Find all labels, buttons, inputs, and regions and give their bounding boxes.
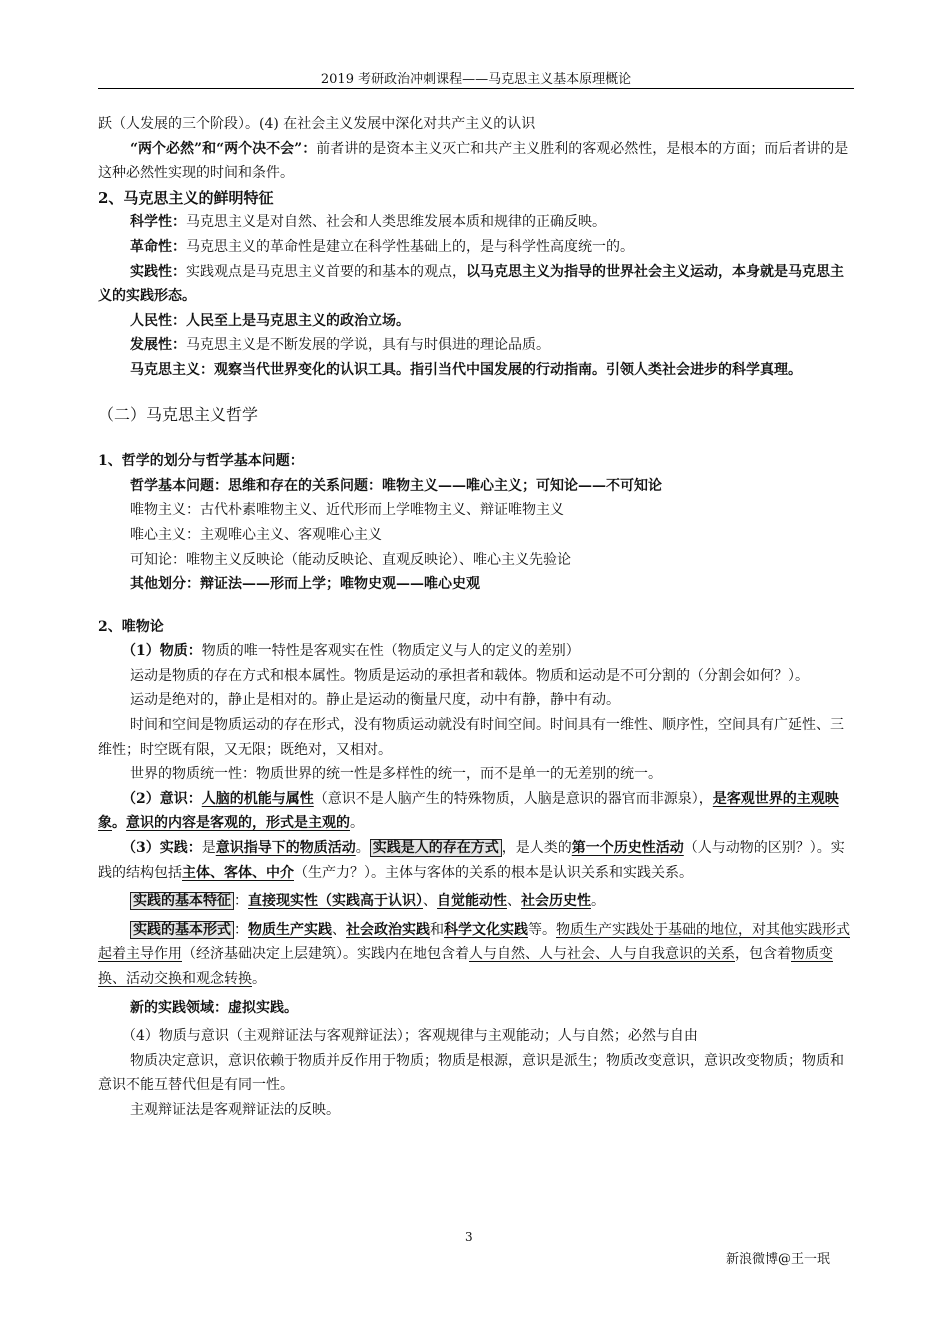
- new-practice-field: 新的实践领域：虚拟实践。: [130, 999, 298, 1016]
- consciousness: [98, 787, 854, 836]
- materialism: 唯物主义：古代朴素唯物主义、近代形而上学唯物主义、辩证唯物主义: [130, 502, 564, 519]
- text: 人民至上是马克思主义的政治立场。: [186, 312, 410, 329]
- paragraph-two-necessities: [98, 137, 854, 186]
- paragraph: 运动是物质的存在方式和根本属性。物质是运动的承担者和载体。物质和运动是不可分割的（分割会如何？）。: [130, 667, 809, 684]
- text: 是: [201, 840, 216, 857]
- text: 。: [591, 893, 605, 910]
- header-rule: [98, 88, 854, 89]
- text: 。: [112, 815, 126, 832]
- subsection-heading: 1、哲学的划分与哲学基本问题：: [98, 453, 304, 470]
- paragraph: 物质决定意识，意识依赖于物质并反作用于物质；物质是根源，意识是派生；物质改变意识，意识改变物质；物质和意识不能互替代但是有同一性。: [98, 1052, 844, 1094]
- feature-developmental: [98, 333, 854, 358]
- underlined: 自觉能动性: [437, 893, 507, 910]
- section-title: （二）马克思主义哲学: [98, 404, 259, 424]
- underlined: 物质变换、活动交换和观念转换: [98, 946, 833, 987]
- underlined: 意识的内容是客观的，形式是主观的: [126, 815, 350, 832]
- page-header: 2019 考研政治冲刺课程——马克思主义基本原理概论: [320, 72, 632, 87]
- boxed-term: 实践是人的存在方式: [370, 839, 502, 857]
- practice-features: [98, 889, 854, 914]
- label: （1）物质：: [122, 643, 202, 660]
- label: 人民性：: [130, 312, 186, 329]
- paragraph: 时间和空间是物质运动的存在形式，没有物质运动就没有时间空间。时间具有一维性、顺序性，空间具有广延性、三维性；时空既有限，又无限；既绝对，又相对。: [98, 717, 844, 758]
- text: 。: [355, 840, 370, 857]
- text: 。: [252, 971, 266, 987]
- knowability: 可知论：唯物主义反映论（能动反映论、直观反映论）、唯心主义先验论: [130, 551, 571, 568]
- page-content: [98, 112, 854, 1123]
- label: 发展性：: [130, 337, 186, 354]
- section-heading: 2、马克思主义的鲜明特征: [98, 188, 274, 207]
- text: 、: [423, 893, 437, 910]
- basic-question: 哲学基本问题：思维和存在的关系问题：唯物主义——唯心主义；可知论——不可知论: [130, 477, 662, 494]
- label: （2）意识：: [122, 790, 202, 807]
- marxism-summary: 马克思主义：观察当代世界变化的认识工具。指引当代中国发展的行动指南。引领人类社会进步的科学真理。: [130, 361, 802, 378]
- text: 实践观点是马克思主义首要的和基本的观点，: [186, 263, 466, 280]
- label: （3）实践：: [122, 840, 202, 857]
- feature-scientific: [98, 210, 854, 235]
- feature-practical: [98, 260, 854, 309]
- text: 马克思主义是不断发展的学说，具有与时俱进的理论品质。: [186, 337, 550, 354]
- text: （意识不是人脑产生的特殊物质，人脑是意识的器官而非源泉），: [313, 790, 713, 807]
- paragraph: （4）物质与意识（主观辩证法与客观辩证法）；客观规律与主观能动；人与自然；必然与自由: [122, 1028, 698, 1045]
- underlined: 是客观世界的主观映象: [98, 790, 839, 832]
- paragraph: 跃（人发展的三个阶段）。(4) 在社会主义发展中深化对共产主义的认识: [98, 116, 536, 132]
- term: “两个必然”和“两个决不会”：: [130, 140, 317, 157]
- practice: [98, 836, 854, 885]
- text: 、: [332, 921, 346, 938]
- underlined: 主体、客体、中介: [182, 864, 294, 881]
- text: ，包含着: [735, 946, 791, 963]
- idealism: 唯心主义：主观唯心主义、客观唯心主义: [130, 526, 382, 543]
- boxed-term: 实践的基本形式: [130, 921, 234, 939]
- underlined: 人与自然、人与社会、人与自我意识的关系: [469, 946, 735, 963]
- underlined: 物质生产实践处于基础的地位，对其他实践形式起着主导作用: [98, 921, 850, 963]
- text: （生产力？）。主体与客体的关系的根本是认识关系和实践关系。: [294, 864, 693, 881]
- label: 革命性：: [130, 238, 186, 255]
- label: 实践性：: [130, 263, 186, 280]
- underlined: 人脑的机能与属性: [201, 790, 314, 807]
- bold-text: 以马克思主义为指导的世界社会主义运动，本身就是马克思主义的实践形态。: [98, 263, 844, 305]
- boxed-term: 实践的基本特征: [130, 892, 234, 910]
- practice-forms: [98, 918, 854, 992]
- matter: [98, 639, 854, 664]
- subsection-heading: 2、唯物论: [98, 618, 164, 635]
- footer-credit: 新浪微博@王一珉: [726, 1252, 831, 1267]
- text: 等。: [528, 921, 556, 938]
- paragraph: 世界的物质统一性：物质世界的统一性是多样性的统一，而不是单一的无差别的统一。: [130, 766, 662, 783]
- paragraph: 运动是绝对的，静止是相对的。静止是运动的衡量尺度，动中有静，静中有动。: [130, 692, 620, 709]
- underlined: 社会历史性: [521, 893, 591, 910]
- text: 。: [350, 815, 364, 832]
- underlined: 意识指导下的物质活动: [215, 840, 356, 857]
- text: 马克思主义是对自然、社会和人类思维发展本质和规律的正确反映。: [186, 214, 606, 231]
- text: （经济基础决定上层建筑）。实践内在地包含着: [182, 946, 469, 963]
- paragraph: 主观辩证法是客观辩证法的反映。: [130, 1101, 340, 1118]
- page-number: 3: [465, 1230, 473, 1244]
- underlined: 直接现实性（实践高于认识）: [248, 893, 423, 910]
- text: 物质的唯一特性是客观实在性（物质定义与人的定义的差别）: [201, 643, 580, 660]
- label: 科学性：: [130, 214, 186, 231]
- text: 、: [507, 893, 521, 910]
- feature-revolutionary: [98, 235, 854, 260]
- underlined: 物质生产实践: [248, 921, 332, 938]
- underlined: 第一个历史性活动: [571, 840, 684, 857]
- text: ，是人类的: [501, 840, 572, 857]
- text: 和: [430, 921, 444, 938]
- underlined: 社会政治实践: [346, 921, 430, 938]
- other-divisions: 其他划分：辩证法——形而上学；唯物史观——唯心史观: [130, 576, 480, 593]
- text: （人与动物的区别？）。实践的结构包括: [98, 840, 845, 881]
- text: 马克思主义的革命性是建立在科学性基础上的，是与科学性高度统一的。: [186, 238, 634, 255]
- text: ：: [234, 893, 248, 910]
- text: 前者讲的是资本主义灭亡和共产主义胜利的客观必然性，是根本的方面；而后者讲的是这种必然性实现的时间和条件。: [98, 140, 849, 182]
- feature-people: [98, 309, 854, 334]
- text: ：: [234, 921, 248, 938]
- underlined: 科学文化实践: [444, 921, 528, 938]
